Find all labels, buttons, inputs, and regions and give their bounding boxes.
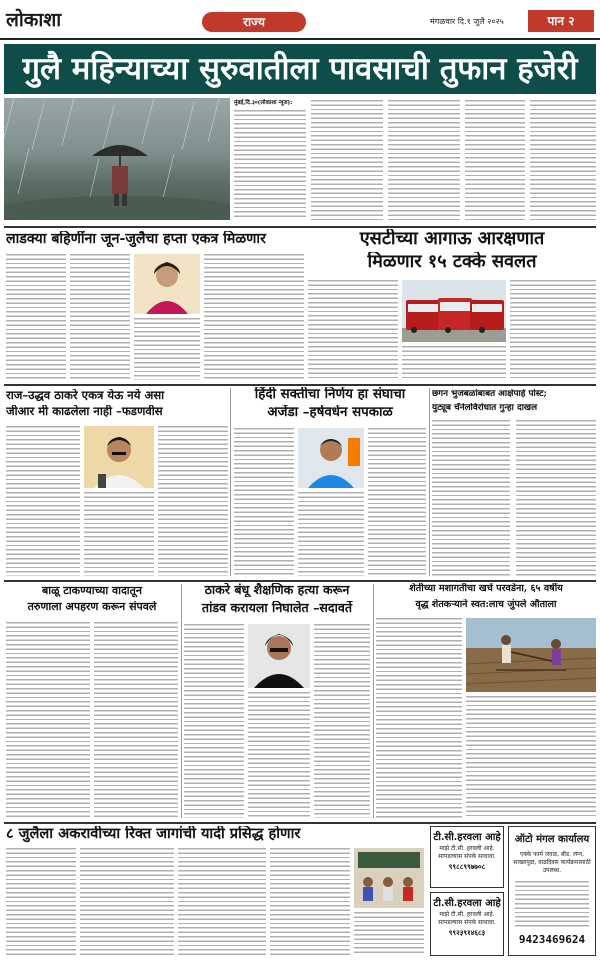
ladki-headline: लाडक्या बहिणींना जून-जुलैचा हप्ता एकत्र मिळणार	[6, 231, 266, 247]
akravi-body-col3	[178, 848, 266, 956]
ladki-body-col1	[6, 254, 66, 380]
newspaper-logo: लोकाशा	[6, 9, 62, 31]
woman-portrait-graphic	[134, 254, 200, 314]
st-bus-photo	[402, 280, 506, 342]
ad-phone: 9423469624	[518, 933, 586, 946]
lead-photo-rain	[4, 98, 230, 220]
classified-ad	[508, 826, 596, 956]
fadnavis-photo	[84, 426, 154, 488]
classroom-photo	[354, 848, 424, 908]
section-badge: राज्य	[202, 12, 306, 32]
ad-body: एक्के फार्म जवळ, बीड. लग्न, साखरपुडा, वाढदिवस कार्यक्रमासाठी उपलब्ध.	[513, 851, 591, 874]
thackeray-headline-line1: ठाकरे बंधू शैक्षणिक हत्या करून	[204, 583, 350, 597]
divider	[4, 822, 596, 824]
st-headline-line1: एसटीच्या आगाऊ आरक्षणात	[359, 229, 545, 249]
sapkal-photo	[298, 428, 364, 488]
ladki-body-col3	[134, 318, 200, 380]
column-divider	[373, 584, 374, 818]
page-number: पान २	[528, 10, 594, 32]
shetkari-headline-line1: शेतीच्या मशागतीचा खर्च परवडेना, ६५ वर्षीय	[409, 583, 563, 594]
ad-phone: ९९२३९१४६८३	[448, 929, 486, 937]
divider	[4, 580, 596, 582]
akravi-headline: ८ जुलैला अकरावीच्या रिक्त जागांची यादी प्रसिद्ध होणार	[6, 826, 301, 842]
st-body-col3	[510, 280, 596, 380]
politician-portrait-graphic	[84, 426, 154, 488]
balu-body-col2	[94, 622, 178, 818]
balu-headline-line1: बाळू टाकण्याच्या वादातून	[41, 585, 143, 597]
classified-ad	[430, 892, 504, 956]
hindi-headline-line2: अजेंडा –हर्षवर्धन सपकाळ	[267, 405, 393, 420]
lead-body-col2	[311, 100, 383, 220]
chhagan-headline-line2: युट्यूब चॅनेलविरोधात गुन्हा दाखल	[432, 403, 538, 413]
akravi-body-col1	[6, 848, 76, 956]
column-divider	[429, 388, 430, 576]
hindi-body-col1	[234, 428, 294, 576]
ladki-body-col2	[70, 254, 130, 380]
chhagan-headline-line1: छगन भुजबळांबाबत आक्षेपार्ह पोस्ट;	[432, 389, 547, 399]
hindi-headline-line1: हिंदी सक्तीचा निर्णय हा संघाचा	[254, 387, 406, 402]
hindi-body-col3	[368, 428, 426, 576]
st-body-col2	[402, 346, 506, 380]
issue-date: मंगळवार दि.१ जुलै २०२५	[430, 17, 504, 26]
st-headline-line2: मिळणार १५ टक्के सवलत	[367, 252, 537, 272]
raj-body-col2	[84, 492, 154, 576]
bus-graphic	[402, 280, 506, 342]
ad-title: ऑटो मंगल कार्यालय	[514, 834, 590, 845]
akravi-body-col2	[80, 848, 174, 956]
farmer-plough-graphic	[466, 618, 596, 692]
ad-body-lines	[515, 881, 589, 929]
ad-title: टी.सी.हरवला आहे	[433, 832, 501, 843]
thackeray-headline-line2: तांडव करायला निघालेत –सदावर्ते	[201, 601, 353, 615]
classroom-graphic	[354, 848, 424, 908]
chhagan-body-col2	[516, 420, 596, 576]
raj-body-col1	[6, 426, 80, 576]
farmer-photo	[466, 618, 596, 692]
raj-headline-line2: जीआर मी काढलेला नाही –फडणवीस	[6, 405, 163, 418]
ad-title: टी.सी.हरवला आहे	[433, 898, 501, 909]
raj-body-col3	[158, 426, 228, 576]
thackeray-body-col3	[314, 624, 370, 818]
lead-body-col5	[530, 100, 596, 220]
lead-body-col1	[234, 110, 306, 220]
akravi-body-col4	[270, 848, 350, 956]
column-divider	[181, 584, 182, 818]
lead-body-col4	[465, 100, 525, 220]
shetkari-headline-line2: वृद्ध शेतकऱ्याने स्वत:लाच जुंपले औताला	[415, 599, 557, 610]
st-body-col1	[308, 280, 398, 380]
column-divider	[230, 388, 231, 576]
divider	[4, 226, 596, 228]
lead-body-col3	[388, 100, 460, 220]
ladki-body-col4	[204, 254, 304, 380]
ad-body: माझे टी.सी. हरवली आहे. सापडल्यास संपर्क साधावा.	[438, 911, 496, 926]
lawyer-portrait-graphic	[248, 624, 310, 688]
ad-phone: ९९८८९९७७०८	[448, 863, 486, 871]
thackeray-body-col2	[248, 692, 310, 818]
classified-ad	[430, 826, 504, 888]
politician-portrait-graphic	[298, 428, 364, 488]
balu-headline-line2: तरुणाला अपहरण करून संपवले	[27, 601, 157, 613]
ad-body: माझे टी.सी. हरवली आहे. सापडल्यास संपर्क साधावा.	[438, 845, 496, 860]
lead-headline: गुलै महिन्याच्या सुरुवातीला पावसाची तुफान हजेरी	[4, 44, 596, 94]
hindi-body-col2	[298, 492, 364, 576]
shetkari-body-col1	[376, 618, 462, 818]
rain-scene-graphic	[4, 98, 230, 220]
ladki-photo	[134, 254, 200, 314]
balu-body-col1	[6, 622, 90, 818]
masthead	[0, 0, 600, 40]
thackeray-body-col1	[184, 624, 244, 818]
chhagan-body-col1	[432, 420, 510, 576]
akravi-body-col5	[354, 912, 424, 956]
divider	[4, 384, 596, 386]
shetkari-body-col2	[466, 696, 596, 818]
raj-headline-line1: राज–उद्धव ठाकरे एकत्र येऊ नये असा	[6, 389, 165, 402]
lead-dateline: मुंबई,दि.३०(लोकाशा न्यूज):	[234, 100, 293, 106]
sadavarte-photo	[248, 624, 310, 688]
